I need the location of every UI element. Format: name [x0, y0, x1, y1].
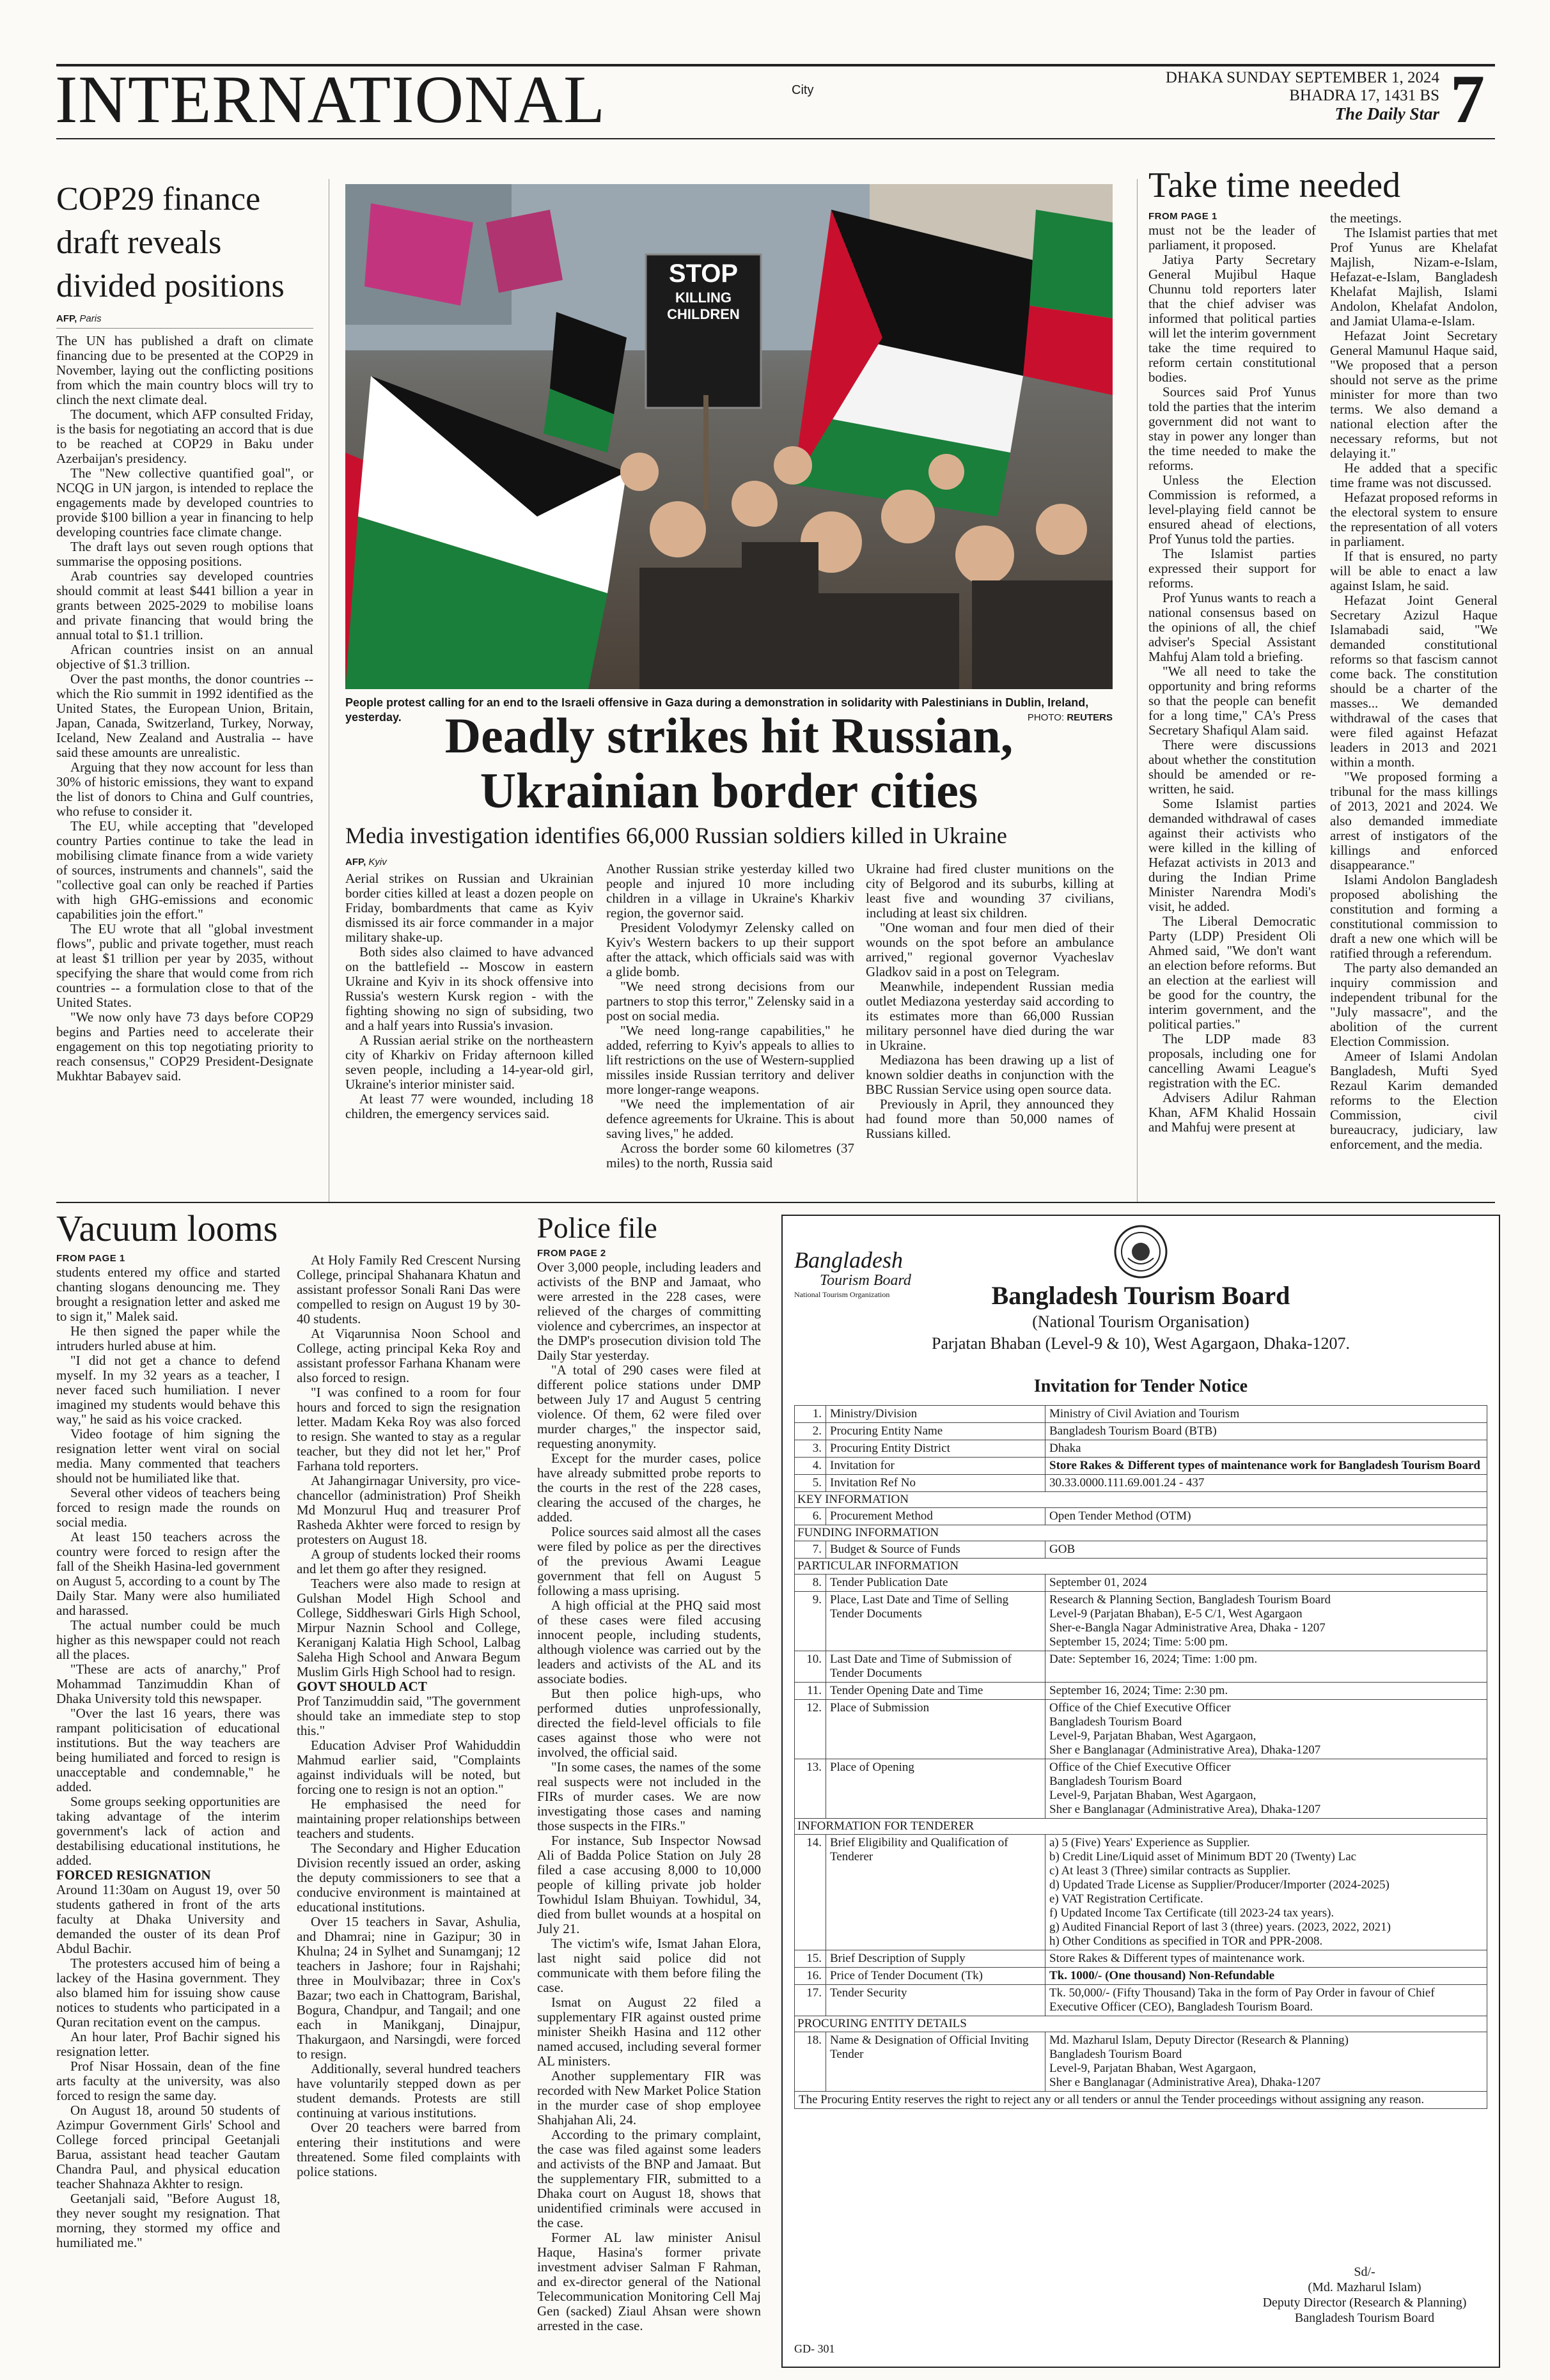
tender-row-value: [1045, 2032, 1487, 2092]
tender-row-value: [1045, 1968, 1487, 1985]
tender-value-line: Bangladesh Tourism Board (BTB): [1049, 1424, 1217, 1438]
paragraph: Ukraine had fired cluster munitions on the city of Belgorod and its suburbs, killing at least five and wounding 37 civilians, including at least six children.: [866, 862, 1114, 921]
paragraph: Hefazat proposed reforms in the electoral system to ensure the representation of all voters in parliament.: [1330, 490, 1498, 549]
paragraph: If that is ensured, no party will be able to enact a law against Islam, he said.: [1330, 548, 1498, 593]
tender-row-value: [1045, 1683, 1487, 1700]
cop29-byline-rule: [56, 328, 313, 329]
tender-row-value: [1045, 1458, 1487, 1475]
table-row: [795, 1651, 1487, 1683]
tender-row-label: Procurement Method: [826, 1508, 1045, 1525]
tender-row-number: 18.: [795, 2032, 826, 2092]
tender-address: Parjatan Bhaban (Level-9 & 10), West Agargaon, Dhaka-1207.: [932, 1334, 1350, 1353]
vacuum-body-col1: [56, 1265, 280, 2250]
cop29-headline: COP29 finance draft reveals divided positions: [56, 181, 285, 304]
paragraph: Over 15 teachers in Savar, Ashulia, and Dhamrai; nine in Gazipur; 30 in Khulna; 24 in Sylhet and Sunamganj; 12 teachers in Jashore; four in Rajshahi; three in Moulvibazar; three in Cox's Bazar; two each in Chattogram, Barishal, Bogura, Chandpur, and Tangail; and one each in Manikganj, Dinajpur, Thakurgaon, and Narsingdi, were forced to resign.: [297, 1914, 521, 2062]
paragraph: According to the primary complaint, the case was filed against some leaders and activists of the BNP and Jamaat. But the supplementary FIR, submitted to a Dhaka court on August 18, shows that unidentified criminals were accused in the case.: [537, 2127, 761, 2230]
paragraph: The Liberal Democratic Party (LDP) President Oli Ahmed said, "We don't want an election before reforms. But an election at the earliest will be good for the country, the interim government, and the political parties.": [1148, 914, 1316, 1032]
paragraph: Meanwhile, independent Russian media outlet Mediazona yesterday said according to its estimates more than 66,000 Russian military personnel have died during the war in Ukraine.: [866, 979, 1114, 1053]
tender-row-number: 11.: [795, 1683, 826, 1700]
tender-footer-row: [795, 2092, 1487, 2109]
subheading: GOVT SHOULD ACT: [297, 1679, 427, 1694]
paragraph: The UN has published a draft on climate financing due to be presented at the COP29 in November, laying out the conflicting positions from which the main country blocs will try to clinch the next climate deal.: [56, 334, 313, 407]
paragraph: "A total of 290 cases were filed at different police stations under DMP between July 17 and August 5 centring violence. Of them, 62 were filed over murder charges," the inspector said, requesting anonymity.: [537, 1362, 761, 1451]
table-row: [795, 1985, 1487, 2016]
tender-row-label: Brief Description of Supply: [826, 1950, 1045, 1968]
tender-value-line: Sher-e-Bangla Nagar Administrative Area, Dhaka - 1207: [1049, 1621, 1326, 1635]
paragraph: Ameer of Islami Andolan Bangladesh, Mufti Syed Rezaul Karim demanded reforms to the Election Commission, civil bureaucracy, judiciary, law enforcement, and the media.: [1330, 1048, 1498, 1152]
tender-row-label: Place of Opening: [826, 1759, 1045, 1819]
paragraph: Some groups seeking opportunities are taking advantage of the interim government's lack of action and destabilising educational institutions, he added.: [56, 1794, 280, 1868]
table-row: [795, 1541, 1487, 1559]
paragraph: "I was confined to a room for four hours and forced to sign the resignation letter. Madam Keka Roy was also forced to resign. She wanted to stay as a regular teacher, but they did not let her," Prof Farhana told reporters.: [297, 1385, 521, 1474]
tender-row-label: Price of Tender Document (Tk): [826, 1968, 1045, 1985]
tender-value-line: Open Tender Method (OTM): [1049, 1509, 1191, 1523]
tender-value-line: c) At least 3 (Three) similar contracts as Supplier.: [1049, 1864, 1291, 1878]
paragraph: The actual number could be much higher as this newspaper could not reach all the places.: [56, 1617, 280, 1662]
sign-text-children: CHILDREN: [667, 306, 740, 322]
paragraph: Hefazat Joint Secretary General Mamunul Haque said, "We proposed that a person should not serve as the prime minister for more than two terms. We also demand a national election after the necessary reforms, but not delaying it.": [1330, 328, 1498, 461]
tender-table: [794, 1405, 1487, 2109]
paragraph: the meetings.: [1330, 211, 1402, 226]
paragraph: A group of students locked their rooms and let them go after they resigned.: [297, 1546, 521, 1576]
table-row: [795, 1835, 1487, 1950]
paragraph: Another Russian strike yesterday killed two people and injured 10 more including children in a village in Ukraine's Kharkiv region, the governor said.: [606, 862, 854, 921]
paragraph: The EU, while accepting that "developed country Parties continue to take the lead in mobilising climate finance from a wide variety of sources, instruments and channels", said the "collective goal can only be reached if Parties with high GHG-emissions and economic capabilities join the effort.": [56, 818, 313, 922]
tender-footer-note: The Procuring Entity reserves the right to reject any or all tenders or annul the Tender proceedings without assigning any reason.: [795, 2092, 1487, 2109]
paragraph: The protesters accused him of being a lackey of the Hasina government. They also blamed him for issuing show cause notices to students who participated in a Quran recitation event on the campus.: [56, 1956, 280, 2030]
tender-row-value: [1045, 1406, 1487, 1423]
table-row: [795, 1406, 1487, 1423]
tender-row-value: [1045, 1475, 1487, 1492]
tender-row-label: Invitation for: [826, 1458, 1045, 1475]
tender-value-line: Office of the Chief Executive Officer: [1049, 1761, 1231, 1774]
tender-row-label: Name & Designation of Official Inviting Tender: [826, 2032, 1045, 2092]
taketime-headline: Take time needed: [1148, 166, 1401, 205]
page-number: 7: [1450, 61, 1485, 137]
tender-value-line: f) Updated Income Tax Certificate (till 2023-24 tax years).: [1049, 1906, 1335, 1920]
paragraph: "One woman and four men died of their wounds on the spot before an ambulance arrived," regional governor Vyacheslav Gladkov said in a post on Telegram.: [866, 920, 1114, 979]
table-row: [795, 1700, 1487, 1759]
paragraph: But then police high-ups, who performed duties unprofessionally, directed the field-level officials to file cases against those who were not involved, the official said.: [537, 1686, 761, 1760]
police-body: [537, 1260, 761, 2333]
tender-value-line: 30.33.0000.111.69.001.24 - 437: [1049, 1476, 1205, 1489]
paragraph: On August 18, around 50 students of Azimpur Government Girls' School and College forced principal Geetanjali Barua, assistant head teacher Gautam Chandra Paul, and physical education teacher Shahnaza Akhter to resign.: [56, 2103, 280, 2191]
paragraph: "We need the implementation of air defence agreements for Ukraine. This is about saving lives," he added.: [606, 1096, 854, 1141]
tender-row-value: [1045, 1575, 1487, 1592]
paragraph: Advisers Adilur Rahman Khan, AFM Khalid Hossain and Mahfuj were present at: [1148, 1090, 1316, 1135]
paragraph: Several other videos of teachers being forced to resign made the rounds on social media.: [56, 1485, 280, 1530]
paper-name: The Daily Star: [1335, 104, 1439, 123]
tender-value-line: Bangladesh Tourism Board: [1049, 1775, 1182, 1788]
tender-value-line: September 01, 2024: [1049, 1576, 1147, 1589]
paragraph: Around 11:30am on August 19, over 50 students gathered in front of the arts faculty at Dhaka University and demanded the ouster of its dean Prof Abdul Bachir.: [56, 1882, 280, 1956]
tender-row-number: 4.: [795, 1458, 826, 1475]
tender-title: Invitation for Tender Notice: [1033, 1376, 1248, 1396]
paragraph: At least 77 were wounded, including 18 children, the emergency services said.: [345, 1091, 593, 1121]
tender-value-line: Level-9, Parjatan Bhaban, West Agargaon,: [1049, 1729, 1256, 1743]
police-wrap: [537, 1248, 761, 2333]
paragraph: The Islamist parties expressed their support for reforms.: [1148, 546, 1316, 591]
paragraph: For instance, Sub Inspector Nowsad Ali of Badda Police Station on July 28 filed a case accusing 8,000 to 10,000 people of killing private job holder Towhidul Islam Bhuiyan. Towhidul, 34, died from bullet wounds at a hospital on July 21.: [537, 1833, 761, 1936]
cop29-byline: AFP, Paris: [56, 313, 102, 324]
tender-value-line: Bangladesh Tourism Board: [1049, 2048, 1182, 2061]
tender-value-line: Level-9, Parjatan Bhaban, West Agargaon,: [1049, 2062, 1256, 2075]
paragraph: Islami Andolon Bangladesh proposed abolishing the constitution and forming a constitutional commission to draft a new one which will be ratified through a referendum.: [1330, 872, 1498, 961]
taketime-body-col2: [1330, 211, 1498, 1152]
tender-value-line: September 15, 2024; Time: 5:00 pm.: [1049, 1635, 1228, 1649]
tender-section-header: [795, 1559, 1487, 1575]
tender-row-value: [1045, 1700, 1487, 1759]
sign-text-killing: KILLING: [675, 290, 732, 306]
paragraph: Another supplementary FIR was recorded with New Market Police Station in the murder case of shop employee Shahjahan Ali, 24.: [537, 2068, 761, 2127]
paragraph: Sources said Prof Yunus told the parties that the interim government did not want to stay in power any longer than the time needed to make the reforms.: [1148, 384, 1316, 473]
tender-value-line: Dhaka: [1049, 1442, 1081, 1455]
table-row: [795, 1683, 1487, 1700]
government-seal-icon: [1114, 1225, 1168, 1279]
tender-value-line: Store Rakes & Different types of maintenance work.: [1049, 1952, 1305, 1965]
masthead-date: [1148, 69, 1439, 123]
paragraph: Over 20 teachers were barred from entering their institutions and were threatened. Some filed complaints with police stations.: [297, 2120, 521, 2179]
paragraph: The EU wrote that all "global investment flows", public and private together, must reach at least $1 trillion per year by 2035, without specifying the share that would come from rich countries -- a formulation close to that of the United States.: [56, 921, 313, 1010]
tender-row-label: Tender Security: [826, 1985, 1045, 2016]
divider-right: [1137, 179, 1138, 1202]
section-tag: City: [792, 83, 814, 97]
tender-value-line: Sher e Banglanagar (Administrative Area), Dhaka-1207: [1049, 2076, 1321, 2089]
paragraph: "Over the last 16 years, there was rampant politicisation of educational institutions. But the way teachers are being humiliated and forced to resign is unacceptable and condemnable," he added.: [56, 1706, 280, 1794]
paragraph: Previously in April, they announced they had found more than 50,000 names of Russians killed.: [866, 1096, 1114, 1141]
tender-row-value: [1045, 1985, 1487, 2016]
tender-row-number: 8.: [795, 1575, 826, 1592]
tender-row-label: Procuring Entity Name: [826, 1423, 1045, 1440]
paragraph: At Jahangirnagar University, pro vice-chancellor (administration) Prof Sheikh Md Monzurul Huq and treasurer Prof Rasheda Akhter were forced to resign by protesters on August 18.: [297, 1473, 521, 1547]
paragraph: Former AL law minister Anisul Haque, Hasina's former private investment adviser Salman F Rahman, and ex-director general of the National Telecommunication Monitoring Cell Maj Gen (sacked) Ziaul Ahsan were shown arrested in the case.: [537, 2230, 761, 2333]
deadly-byline: AFP, Kyiv: [345, 857, 387, 867]
issue-date: DHAKA SUNDAY SEPTEMBER 1, 2024: [1165, 69, 1439, 86]
tender-row-number: 7.: [795, 1541, 826, 1559]
deadly-headline: [345, 708, 1113, 818]
signature-name: (Md. Mazharul Islam): [1308, 2280, 1421, 2294]
tender-value-line: Store Rakes & Different types of maintenance work for Bangladesh Tourism Board: [1049, 1459, 1480, 1472]
paragraph: African countries insist on an annual objective of $1.3 trillion.: [56, 642, 313, 672]
table-row: [795, 2032, 1487, 2092]
photo-credit-label: PHOTO:: [1027, 712, 1065, 723]
tender-notice: [781, 1215, 1500, 2368]
paragraph: Hefazat Joint General Secretary Azizul Haque Islamabadi said, "We demanded constitutional reforms so that fascism cannot come back. The constitution should be a charter of the masses... We demanded withdrawal of the cases that were filed against Hefazat leaders in 2013 and 2021 within a month.: [1330, 593, 1498, 770]
tender-value-line: e) VAT Registration Certificate.: [1049, 1892, 1203, 1906]
table-row: [795, 1575, 1487, 1592]
tender-row-number: 12.: [795, 1700, 826, 1759]
signature-org: Bangladesh Tourism Board: [1294, 2311, 1435, 2325]
paragraph: He then signed the paper while the intruders hurled abuse at him.: [56, 1323, 280, 1353]
paragraph: At least 150 teachers across the country were forced to resign after the fall of the Sheikh Hasina-led government on August 5, according to a count by The Daily Star. Many were also humiliated and harassed.: [56, 1529, 280, 1618]
tender-row-value: [1045, 1835, 1487, 1950]
police-kicker: FROM PAGE 2: [537, 1248, 606, 1259]
tender-row-label: Place, Last Date and Time of Selling Tender Documents: [826, 1592, 1045, 1651]
tender-value-line: a) 5 (Five) Years' Experience as Supplier.: [1049, 1836, 1250, 1849]
paragraph: students entered my office and started chanting slogans denouncing me. They brought a resignation letter and asked me to sign it," Malek said.: [56, 1265, 280, 1324]
tender-value-line: b) Credit Line/Liquid asset of Minimum BDT 20 (Twenty) Lac: [1049, 1850, 1357, 1863]
tender-row-number: 14.: [795, 1835, 826, 1950]
paragraph: The Secondary and Higher Education Division recently issued an order, asking the deputy commissioners to see that a conducive environment is maintained at educational institutions.: [297, 1840, 521, 1915]
tender-row-number: 15.: [795, 1950, 826, 1968]
paragraph: The "New collective quantified goal", or NCQG in UN jargon, is intended to replace the engagements made by developed countries to provide $100 billion a year in financing to help developing countries face climate change.: [56, 465, 313, 540]
protest-photo: [345, 184, 1113, 689]
tender-section-header: [795, 1492, 1487, 1508]
table-row: [795, 1592, 1487, 1651]
paragraph: Police sources said almost all the cases were filed by police as per the directives of the previous Awami League government that fell on August 5 following a mass uprising.: [537, 1524, 761, 1598]
deadly-col1-wrap: [345, 857, 593, 1121]
paragraph: "We need long-range capabilities," he added, referring to Kyiv's appeals to allies to lift restrictions on the use of Western-supplied missiles inside Russian territory and deliver more longer-range weapons.: [606, 1023, 854, 1097]
photo-credit-agency: REUTERS: [1067, 712, 1113, 723]
tender-value-line: Office of the Chief Executive Officer: [1049, 1701, 1231, 1715]
paragraph: The LDP made 83 proposals, including one for cancelling Awami League's registration with the EC.: [1148, 1031, 1316, 1091]
vacuum-kicker: FROM PAGE 1: [56, 1253, 125, 1264]
tender-row-number: 17.: [795, 1985, 826, 2016]
tender-value-line: Tk. 1000/- (One thousand) Non-Refundable: [1049, 1969, 1275, 1982]
paragraph: Some Islamist parties demanded withdrawal of cases against their activists who were killed in the killing of Hefazat activists in 2013 and during the Indian Prime Minister Narendra Modi's visit, he added.: [1148, 796, 1316, 914]
paragraph: Video footage of him signing the resignation letter went viral on social media. Many commented that teachers should not be humiliated like that.: [56, 1426, 280, 1486]
paragraph: must not be the leader of parliament, it proposed.: [1148, 223, 1316, 253]
tender-section-header: [795, 1525, 1487, 1541]
paragraph: Education Adviser Prof Wahiduddin Mahmud earlier said, "Complaints against individuals will be noted, but forcing one to resign is not an option.": [297, 1738, 521, 1797]
tender-value-line: d) Updated Trade License as Supplier/Producer/Importer (2024-2025): [1049, 1878, 1390, 1892]
tender-row-value: [1045, 1423, 1487, 1440]
tender-value-line: Research & Planning Section, Bangladesh Tourism Board: [1049, 1593, 1331, 1606]
tender-row-label: Tender Publication Date: [826, 1575, 1045, 1592]
deadly-headline-line1: Deadly strikes hit Russian,: [444, 708, 1014, 763]
deadly-body-col2: [606, 862, 854, 1171]
section-title: INTERNATIONAL: [55, 62, 606, 137]
tender-value-line: GOB: [1049, 1543, 1076, 1556]
tender-section-label: PROCURING ENTITY DETAILS: [795, 2016, 1487, 2032]
paragraph: The document, which AFP consulted Friday, is the basis for negotiating an accord that is due to be reached at COP29 in Baku under Azerbaijan's presidency.: [56, 407, 313, 466]
paragraph: "We now only have 73 days before COP29 begins and Parties need to accelerate their engagement on this top negotiating priority to reach consensus," COP29 President-Designate Mukhtar Babayev said.: [56, 1009, 313, 1084]
tender-row-number: 9.: [795, 1592, 826, 1651]
paragraph: Arab countries say developed countries should commit at least $441 billion a year in grants between 2025-2029 to mobilise loans and private financing that would bring the annual total to $1.1 trillion.: [56, 568, 313, 642]
tender-value-line: h) Other Conditions as specified in TOR and PPR-2008.: [1049, 1934, 1323, 1948]
tender-org: Bangladesh Tourism Board: [991, 1281, 1290, 1310]
bangla-date: BHADRA 17, 1431 BS: [1289, 87, 1439, 104]
tender-section-label: FUNDING INFORMATION: [795, 1525, 1487, 1541]
tender-value-line: Level-9, Parjatan Bhaban, West Agargaon,: [1049, 1789, 1256, 1802]
paragraph: "We proposed forming a tribunal for the mass killings of 2013, 2021 and 2024. We also demanded immediate arrest of instigators of the killings and enforced disappearance.": [1330, 769, 1498, 873]
vacuum-headline: Vacuum looms: [56, 1208, 278, 1249]
paragraph: Jatiya Party Secretary General Mujibul Haque Chunnu told reporters later that the chief adviser was informed that political parties will let the interim government take the time required to reform certain constitutional bodies.: [1148, 252, 1316, 385]
vacuum-col1-wrap: [56, 1253, 280, 2250]
tender-row-label: Ministry/Division: [826, 1406, 1045, 1423]
tender-row-label: Brief Eligibility and Qualification of Tenderer: [826, 1835, 1045, 1950]
paragraph: At Holy Family Red Crescent Nursing College, principal Shahanara Khatun and assistant professor Sonali Rani Das were compelled to resign on August 19 by 30-40 students.: [297, 1253, 521, 1326]
tender-section-header: [795, 1819, 1487, 1835]
paragraph: "I did not get a chance to defend myself. In my 32 years as a teacher, I never faced such humiliation. I never imagined my students would behave this way," he said as his voice cracked.: [56, 1353, 280, 1427]
paragraph: Prof Yunus wants to reach a national consensus based on the opinions of all, the chief adviser's Special Assistant Mahfuj Alam told a briefing.: [1148, 590, 1316, 664]
paragraph: Prof Nisar Hossain, dean of the fine arts faculty at the university, was also forced to resign the same day.: [56, 2058, 280, 2103]
tender-value-line: Ministry of Civil Aviation and Tourism: [1049, 1407, 1240, 1420]
tender-section-header: [795, 2016, 1487, 2032]
tender-value-line: September 16, 2024; Time: 2:30 pm.: [1049, 1684, 1228, 1697]
tender-value-line: Tk. 50,000/- (Fifty Thousand) Taka in the form of Pay Order in favour of Chief Executive Officer (CEO), Bangladesh Tourism Board.: [1049, 1986, 1435, 2014]
tender-value-line: Date: September 16, 2024; Time: 1:00 pm.: [1049, 1653, 1258, 1666]
deadly-headline-line2: Ukrainian border cities: [480, 763, 978, 818]
photo-caption: People protest calling for an end to the Israeli offensive in Gaza during a demonstration in solidarity with Palestinians in Dublin, Ireland, yesterday.: [345, 696, 1089, 724]
paragraph: Prof Tanzimuddin said, "The government should take an immediate step to stop this.": [297, 1693, 521, 1738]
masthead-bottom-rule: [56, 138, 1495, 139]
paragraph: President Volodymyr Zelensky called on Kyiv's Western backers to up their support after the attack, which officials said was with a glide bomb.: [606, 920, 854, 979]
tender-logo-sub: Tourism Board: [820, 1272, 911, 1289]
tender-row-number: 10.: [795, 1651, 826, 1683]
vacuum-body-col2: [297, 1253, 521, 2179]
paragraph: Unless the Election Commission is reformed, a level-playing field cannot be ensured ahead of elections, Prof Yunus told the parties.: [1148, 472, 1316, 547]
paragraph: "In some cases, the names of the some real suspects were not included in the FIRs of murder cases. We are now investigating those cases and naming those suspects in the FIRs.": [537, 1759, 761, 1833]
paragraph: The draft lays out seven rough options that summarise the opposing positions.: [56, 539, 313, 569]
deadly-deck: Media investigation identifies 66,000 Russian soldiers killed in Ukraine: [345, 823, 1007, 848]
tender-section-label: KEY INFORMATION: [795, 1492, 1487, 1508]
table-row: [795, 1458, 1487, 1475]
paragraph: There were discussions about whether the constitution should be amended or re-written, he said.: [1148, 737, 1316, 797]
paragraph: Aerial strikes on Russian and Ukrainian border cities killed at least a dozen people on Friday, bombardments that came as Kyiv dismissed its air force commander in a major military shake-up.: [345, 871, 593, 945]
table-row: [795, 1759, 1487, 1819]
tender-value-line: Bangladesh Tourism Board: [1049, 1715, 1182, 1729]
tender-row-value: [1045, 1508, 1487, 1525]
tender-value-line: Sher e Banglanagar (Administrative Area), Dhaka-1207: [1049, 1803, 1321, 1816]
table-row: [795, 1440, 1487, 1458]
taketime-col1-wrap: [1148, 211, 1316, 1135]
paragraph: He emphasised the need for maintaining proper relationships between teachers and students.: [297, 1796, 521, 1841]
deadly-body-col3: [866, 862, 1114, 1141]
tender-row-value: [1045, 1592, 1487, 1651]
paragraph: Over the past months, the donor countries -- which the Rio summit in 1992 identified as the United States, the European Union, Britain, Japan, Canada, Switzerland, Turkey, Norway, Iceland, New Zealand and Australia -- have said these amounts are unrealistic.: [56, 671, 313, 760]
paragraph: At Viqarunnisa Noon School and College, acting principal Keka Roy and assistant professor Farhana Khanam were also forced to resign.: [297, 1326, 521, 1385]
paragraph: "These are acts of anarchy," Prof Mohammad Tanzimuddin Khan of Dhaka University told this newspaper.: [56, 1661, 280, 1706]
tender-row-value: [1045, 1541, 1487, 1559]
tender-row-label: Budget & Source of Funds: [826, 1541, 1045, 1559]
paragraph: Ismat on August 22 filed a supplementary FIR against ousted prime minister Sheikh Hasina and 112 other named accused, including several former AL ministers.: [537, 1995, 761, 2069]
tender-value-line: Md. Mazharul Islam, Deputy Director (Research & Planning): [1049, 2034, 1349, 2047]
tender-section-label: PARTICULAR INFORMATION: [795, 1559, 1487, 1575]
tender-signature: [1243, 2264, 1486, 2326]
tender-row-number: 13.: [795, 1759, 826, 1819]
subheading: FORCED RESIGNATION: [56, 1867, 211, 1883]
tender-gd-number: GD- 301: [794, 2342, 835, 2355]
table-row: [795, 1968, 1487, 1985]
tender-row-value: [1045, 1950, 1487, 1968]
paragraph: An hour later, Prof Bachir signed his resignation letter.: [56, 2029, 280, 2059]
tender-org-sub: (National Tourism Organisation): [1032, 1312, 1249, 1331]
paragraph: "We all need to take the opportunity and bring reforms so that the people can benefit for a long time," CA's Press Secretary Shafiqul Alam said.: [1148, 664, 1316, 738]
table-row: [795, 1475, 1487, 1492]
paragraph: Mediazona has been drawing up a list of known soldier deaths in conjunction with the BBC Russian Service using open source data.: [866, 1052, 1114, 1097]
sign-text-stop: STOP: [668, 260, 739, 288]
tender-row-value: [1045, 1651, 1487, 1683]
taketime-kicker: FROM PAGE 1: [1148, 211, 1217, 222]
paragraph: He added that a specific time frame was not discussed.: [1330, 460, 1498, 490]
paragraph: The Islamist parties that met Prof Yunus are Khelafat Majlish, Nizam-e-Islam, Hefazat-e-Islam, Bangladesh Khelafat Majlish, Islami Andolon, Khelafat Andolon, and Jamiat Ulama-e-Islam.: [1330, 225, 1498, 329]
tender-logo-tag: National Tourism Organization: [794, 1290, 890, 1299]
cop29-story: [56, 313, 313, 1084]
tender-section-label: INFORMATION FOR TENDERER: [795, 1819, 1487, 1835]
signature-sd: Sd/-: [1354, 2265, 1375, 2279]
paragraph: Across the border some 60 kilometres (37 miles) to the north, Russia said: [606, 1140, 854, 1171]
paragraph: A high official at the PHQ said most of these cases were filed accusing innocent people, including students, although violence was carried out by the leaders and activists of the AL and its associate bodies.: [537, 1598, 761, 1686]
tender-row-label: Tender Opening Date and Time: [826, 1683, 1045, 1700]
police-headline: Police file: [537, 1211, 657, 1244]
tender-row-label: Procuring Entity District: [826, 1440, 1045, 1458]
deadly-body-col1: [345, 871, 593, 1121]
tender-value-line: Sher e Banglanagar (Administrative Area), Dhaka-1207: [1049, 1743, 1321, 1757]
paragraph: Over 3,000 people, including leaders and activists of the BNP and Jamaat, who were arrested in the 228 cases, were relieved of the charges of committing violence and cybercrimes, an inspector at the DMP's prosecution division told The Daily Star yesterday.: [537, 1260, 761, 1363]
tender-row-number: 1.: [795, 1406, 826, 1423]
paragraph: Teachers were also made to resign at Gulshan Model High School and College, Siddheswari Girls High School, Mirpur Naznin School and College, Keraniganj Kalatia High School, Lalbag Saleha High School and Anwara Begum Muslim Girls High School had to resign.: [297, 1576, 521, 1679]
tender-row-label: Invitation Ref No: [826, 1475, 1045, 1492]
tender-row-number: 16.: [795, 1968, 826, 1985]
tender-value-line: Level-9 (Parjatan Bhaban), E-5 C/1, West Agargaon: [1049, 1607, 1303, 1621]
table-row: [795, 1508, 1487, 1525]
tender-row-number: 5.: [795, 1475, 826, 1492]
paragraph: "We need strong decisions from our partners to stop this terror," Zelensky said in a post on social media.: [606, 979, 854, 1023]
tender-value-line: g) Audited Financial Report of last 3 (three) years. (2023, 2022, 2021): [1049, 1920, 1391, 1934]
tender-row-number: 6.: [795, 1508, 826, 1525]
signature-designation: Deputy Director (Research & Planning): [1262, 2296, 1467, 2310]
paragraph: The party also demanded an inquiry commission and independent tribunal for the "July massacre", and the abolition of the current Election Commission.: [1330, 960, 1498, 1049]
tender-row-label: Last Date and Time of Submission of Tender Documents: [826, 1651, 1045, 1683]
tender-row-label: Place of Submission: [826, 1700, 1045, 1759]
paragraph: A Russian aerial strike on the northeastern city of Kharkiv on Friday afternoon killed seven people, including a 14-year-old girl, Ukraine's interior minister said.: [345, 1032, 593, 1092]
paragraph: The victim's wife, Ismat Jahan Elora, last night said police did not communicate with them before filing the case.: [537, 1936, 761, 1995]
paragraph: Both sides also claimed to have advanced on the battlefield -- Moscow in eastern Ukraine and Kyiv in its shock offensive into Russia's western Kursk region - with the fighting showing no sign of subsiding, two and a half years into Russia's invasion.: [345, 944, 593, 1033]
paragraph: Additionally, several hundred teachers have voluntarily stepped down as per student demands. Protests are still continuing at various institutions.: [297, 2061, 521, 2120]
tender-table-wrap: [794, 1405, 1487, 2109]
tender-row-value: [1045, 1759, 1487, 1819]
taketime-body-col1: [1148, 223, 1316, 1135]
tender-row-number: 3.: [795, 1440, 826, 1458]
tender-row-number: 2.: [795, 1423, 826, 1440]
paragraph: Except for the murder cases, police have already submitted probe reports to the courts in the rest of the 228 cases, clearing the accused of the charges, he added.: [537, 1451, 761, 1525]
table-row: [795, 1950, 1487, 1968]
lower-section-rule: [56, 1202, 1495, 1203]
tender-row-value: [1045, 1440, 1487, 1458]
paragraph: Geetanjali said, "Before August 18, they never sought my resignation. That morning, they stormed my office and humiliated me.": [56, 2191, 280, 2250]
cop29-body: [56, 334, 313, 1084]
table-row: [795, 1423, 1487, 1440]
paragraph: Arguing that they now account for less than 30% of historic emissions, they want to expand the list of donors to China and Gulf countries, who refuse to consider it.: [56, 759, 313, 819]
tender-logo-text: Bangladesh: [794, 1247, 903, 1273]
